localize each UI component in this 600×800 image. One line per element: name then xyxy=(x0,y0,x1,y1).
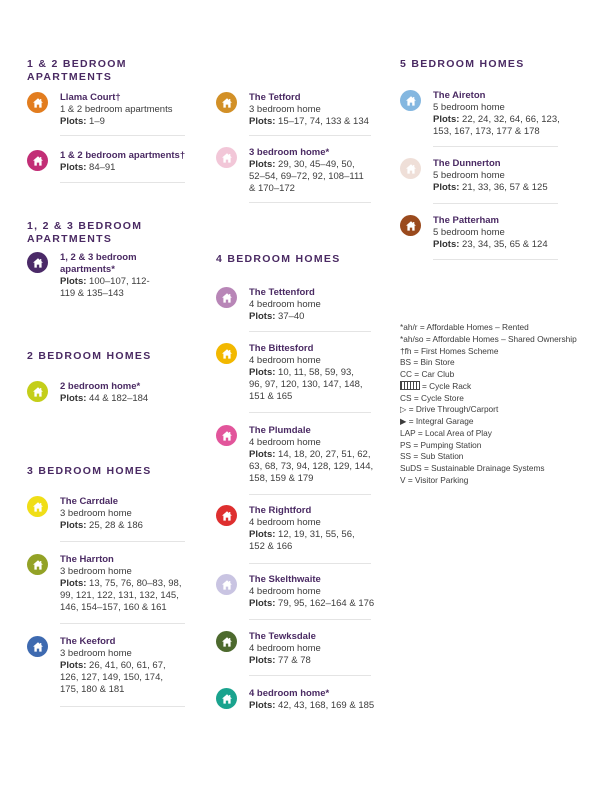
entry-plots: Plots: 14, 18, 20, 27, 51, 62, 63, 68, 73, 94, 128, 129, 144, 158, 159 & 179 xyxy=(249,449,374,484)
entry-type: 1 & 2 bedroom apartments xyxy=(60,104,173,115)
entry-name: 1, 2 & 3 bedroom apartments* xyxy=(60,252,137,275)
entry-name: The Tetford xyxy=(249,92,301,103)
house-icon xyxy=(216,343,237,364)
entry-4-bedroom-home xyxy=(216,688,386,712)
entry-name: The Keeford xyxy=(60,636,116,647)
entry-type: 4 bedroom home xyxy=(249,437,321,448)
divider xyxy=(249,412,371,413)
legend-affordable-rented: *ah/r = Affordable Homes – Rented xyxy=(400,322,529,332)
entry-plots: Plots: 100–107, 112-119 & 135–143 xyxy=(60,276,150,299)
house-icon xyxy=(27,496,48,517)
legend-integral-garage: ▶ = Integral Garage xyxy=(400,416,474,426)
entry-name: 2 bedroom home* xyxy=(60,381,141,392)
legend-bin-store: BS = Bin Store xyxy=(400,357,455,368)
divider xyxy=(249,202,371,203)
drive-through-icon: ▷ xyxy=(400,404,407,415)
entry-name: The Harrton xyxy=(60,554,114,565)
entry-name: 4 bedroom home* xyxy=(249,688,330,699)
entry-plots: Plots: 10, 11, 58, 59, 93, 96, 97, 120, 130, 147, 148, 151 & 165 xyxy=(249,367,363,402)
house-icon xyxy=(400,215,421,236)
legend-first-homes: †fh = First Homes Scheme xyxy=(400,345,499,356)
legend-car-club: CC = Car Club xyxy=(400,369,455,379)
divider xyxy=(249,563,371,564)
entry-name: The Patterham xyxy=(433,215,499,226)
entry-name: The Tewksdale xyxy=(249,631,316,642)
house-icon xyxy=(216,505,237,526)
heading-4-bedroom-homes: 4 BEDROOM HOMES xyxy=(216,253,341,265)
entry-type: 5 bedroom home xyxy=(433,102,505,113)
entry-type: 3 bedroom home xyxy=(60,508,132,519)
entry-name: The Tettenford xyxy=(249,287,315,298)
entry-plots: Plots: 25, 28 & 186 xyxy=(60,520,143,531)
legend-visitor-parking: V = Visitor Parking xyxy=(400,474,469,485)
entry-plots: Plots: 23, 34, 35, 65 & 124 xyxy=(433,239,548,250)
entry-type: 4 bedroom home xyxy=(249,643,321,654)
entry-plots: Plots: 13, 75, 76, 80–83, 98, 99, 121, 122, 131, 132, 145, 146, 154–157, 160 & 161 xyxy=(60,578,182,613)
entry-plots: Plots: 77 & 78 xyxy=(249,655,311,666)
divider xyxy=(249,494,371,495)
entry-plots: Plots: 21, 33, 36, 57 & 125 xyxy=(433,182,548,193)
heading-3-bedroom-homes: 3 BEDROOM HOMES xyxy=(27,465,152,477)
legend-sub-station: SS = Sub Station xyxy=(400,451,464,462)
divider xyxy=(433,259,558,260)
entry-the-patterham xyxy=(400,215,570,251)
divider xyxy=(433,146,558,147)
legend-affordable-shared: *ah/so = Affordable Homes – Shared Ownership xyxy=(400,333,577,344)
divider xyxy=(60,135,185,136)
legend xyxy=(400,322,577,487)
legend-suds: SuDS = Sustainable Drainage Systems xyxy=(400,463,545,473)
entry-the-rightford xyxy=(216,505,381,553)
entry-the-tetford xyxy=(216,92,381,128)
entry-name: Llama Court† xyxy=(60,92,121,103)
entry-name: 3 bedroom home* xyxy=(249,147,330,158)
entry-name: The Skelthwaite xyxy=(249,574,321,585)
entry-type: 5 bedroom home xyxy=(433,227,505,238)
divider xyxy=(60,623,185,624)
entry-type: 4 bedroom home xyxy=(249,355,321,366)
legend-cycle-rack: = Cycle Rack xyxy=(400,381,577,393)
entry-plots: Plots: 79, 95, 162–164 & 176 xyxy=(249,598,375,609)
house-icon xyxy=(27,636,48,657)
divider xyxy=(249,619,371,620)
divider xyxy=(60,541,185,542)
house-icon xyxy=(27,252,48,273)
entry-name: The Plumdale xyxy=(249,425,311,436)
divider xyxy=(249,675,371,676)
legend-pumping-station: PS = Pumping Station xyxy=(400,439,482,450)
entry-plots: Plots: 42, 43, 168, 169 & 185 xyxy=(249,700,375,711)
entry-the-tettenford xyxy=(216,287,381,323)
house-icon xyxy=(400,158,421,179)
entry-plots: Plots: 29, 30, 45–49, 50, 52–54, 69–72, 92, 108–111 & 170–172 xyxy=(249,159,364,194)
house-icon xyxy=(27,381,48,402)
entry-type: 4 bedroom home xyxy=(249,517,321,528)
entry-name: 1 & 2 bedroom apartments† xyxy=(60,150,186,161)
entry-type: 3 bedroom home xyxy=(249,104,321,115)
house-icon xyxy=(216,92,237,113)
entry-the-bittesford xyxy=(216,343,381,403)
entry-the-keeford xyxy=(27,636,192,696)
entry-the-harrton xyxy=(27,554,192,614)
house-icon xyxy=(27,150,48,171)
house-icon xyxy=(216,574,237,595)
entry-2-bedroom-home xyxy=(27,381,192,405)
entry-type: 4 bedroom home xyxy=(249,586,321,597)
entry-type: 5 bedroom home xyxy=(433,170,505,181)
entry-plots: Plots: 1–9 xyxy=(60,116,105,127)
entry-name: The Dunnerton xyxy=(433,158,501,169)
divider xyxy=(60,182,185,183)
entry-type: 3 bedroom home xyxy=(60,566,132,577)
divider xyxy=(249,331,371,332)
entry-plots: Plots: 22, 24, 32, 64, 66, 123, 153, 167, 173, 177 & 178 xyxy=(433,114,560,137)
entry-name: The Rightford xyxy=(249,505,312,516)
entry-plots: Plots: 15–17, 74, 133 & 134 xyxy=(249,116,369,127)
heading-5-bedroom-homes: 5 BEDROOM HOMES xyxy=(400,58,525,70)
entry-type: 3 bedroom home xyxy=(60,648,132,659)
entry-the-carrdale xyxy=(27,496,192,532)
entry-type: 4 bedroom home xyxy=(249,299,321,310)
house-icon xyxy=(27,554,48,575)
legend-drive-through: ▷ = Drive Through/Carport xyxy=(400,404,499,415)
divider xyxy=(249,135,371,136)
entry-plots: Plots: 84–91 xyxy=(60,162,116,173)
cycle-rack-icon xyxy=(400,381,420,390)
entry-plots: Plots: 12, 19, 31, 55, 56, 152 & 166 xyxy=(249,529,355,552)
divider xyxy=(60,706,185,707)
legend-local-area-play: LAP = Local Area of Play xyxy=(400,427,492,438)
house-icon xyxy=(216,147,237,168)
heading-2-bedroom-homes: 2 BEDROOM HOMES xyxy=(27,350,152,362)
entry-plots: Plots: 26, 41, 60, 61, 67, 126, 127, 149, 150, 174, 175, 180 & 181 xyxy=(60,660,166,695)
house-icon xyxy=(216,425,237,446)
entry-1-2-bedroom-apartments xyxy=(27,150,202,174)
house-icon xyxy=(216,631,237,652)
entry-the-skelthwaite xyxy=(216,574,386,610)
heading-1-2-bedroom-apartments: 1 & 2 BEDROOM APARTMENTS xyxy=(27,58,127,83)
entry-plots: Plots: 44 & 182–184 xyxy=(60,393,149,404)
entry-the-dunnerton xyxy=(400,158,570,194)
house-icon xyxy=(400,90,421,111)
entry-1-2-3-bedroom-apartments xyxy=(27,252,192,300)
entry-name: The Carrdale xyxy=(60,496,119,507)
entry-name: The Aireton xyxy=(433,90,486,101)
entry-llama-court xyxy=(27,92,197,128)
entry-the-plumdale xyxy=(216,425,381,485)
house-icon xyxy=(216,287,237,308)
entry-the-aireton xyxy=(400,90,570,138)
house-icon xyxy=(216,688,237,709)
entry-the-tewksdale xyxy=(216,631,381,667)
heading-1-2-3-bedroom-apartments: 1, 2 & 3 BEDROOM APARTMENTS xyxy=(27,220,143,245)
integral-garage-icon: ▶ xyxy=(400,416,407,426)
entry-name: The Bittesford xyxy=(249,343,314,354)
legend-cycle-store: CS = Cycle Store xyxy=(400,392,464,403)
entry-3-bedroom-home xyxy=(216,147,381,195)
entry-plots: Plots: 37–40 xyxy=(249,311,305,322)
divider xyxy=(433,203,558,204)
house-icon xyxy=(27,92,48,113)
